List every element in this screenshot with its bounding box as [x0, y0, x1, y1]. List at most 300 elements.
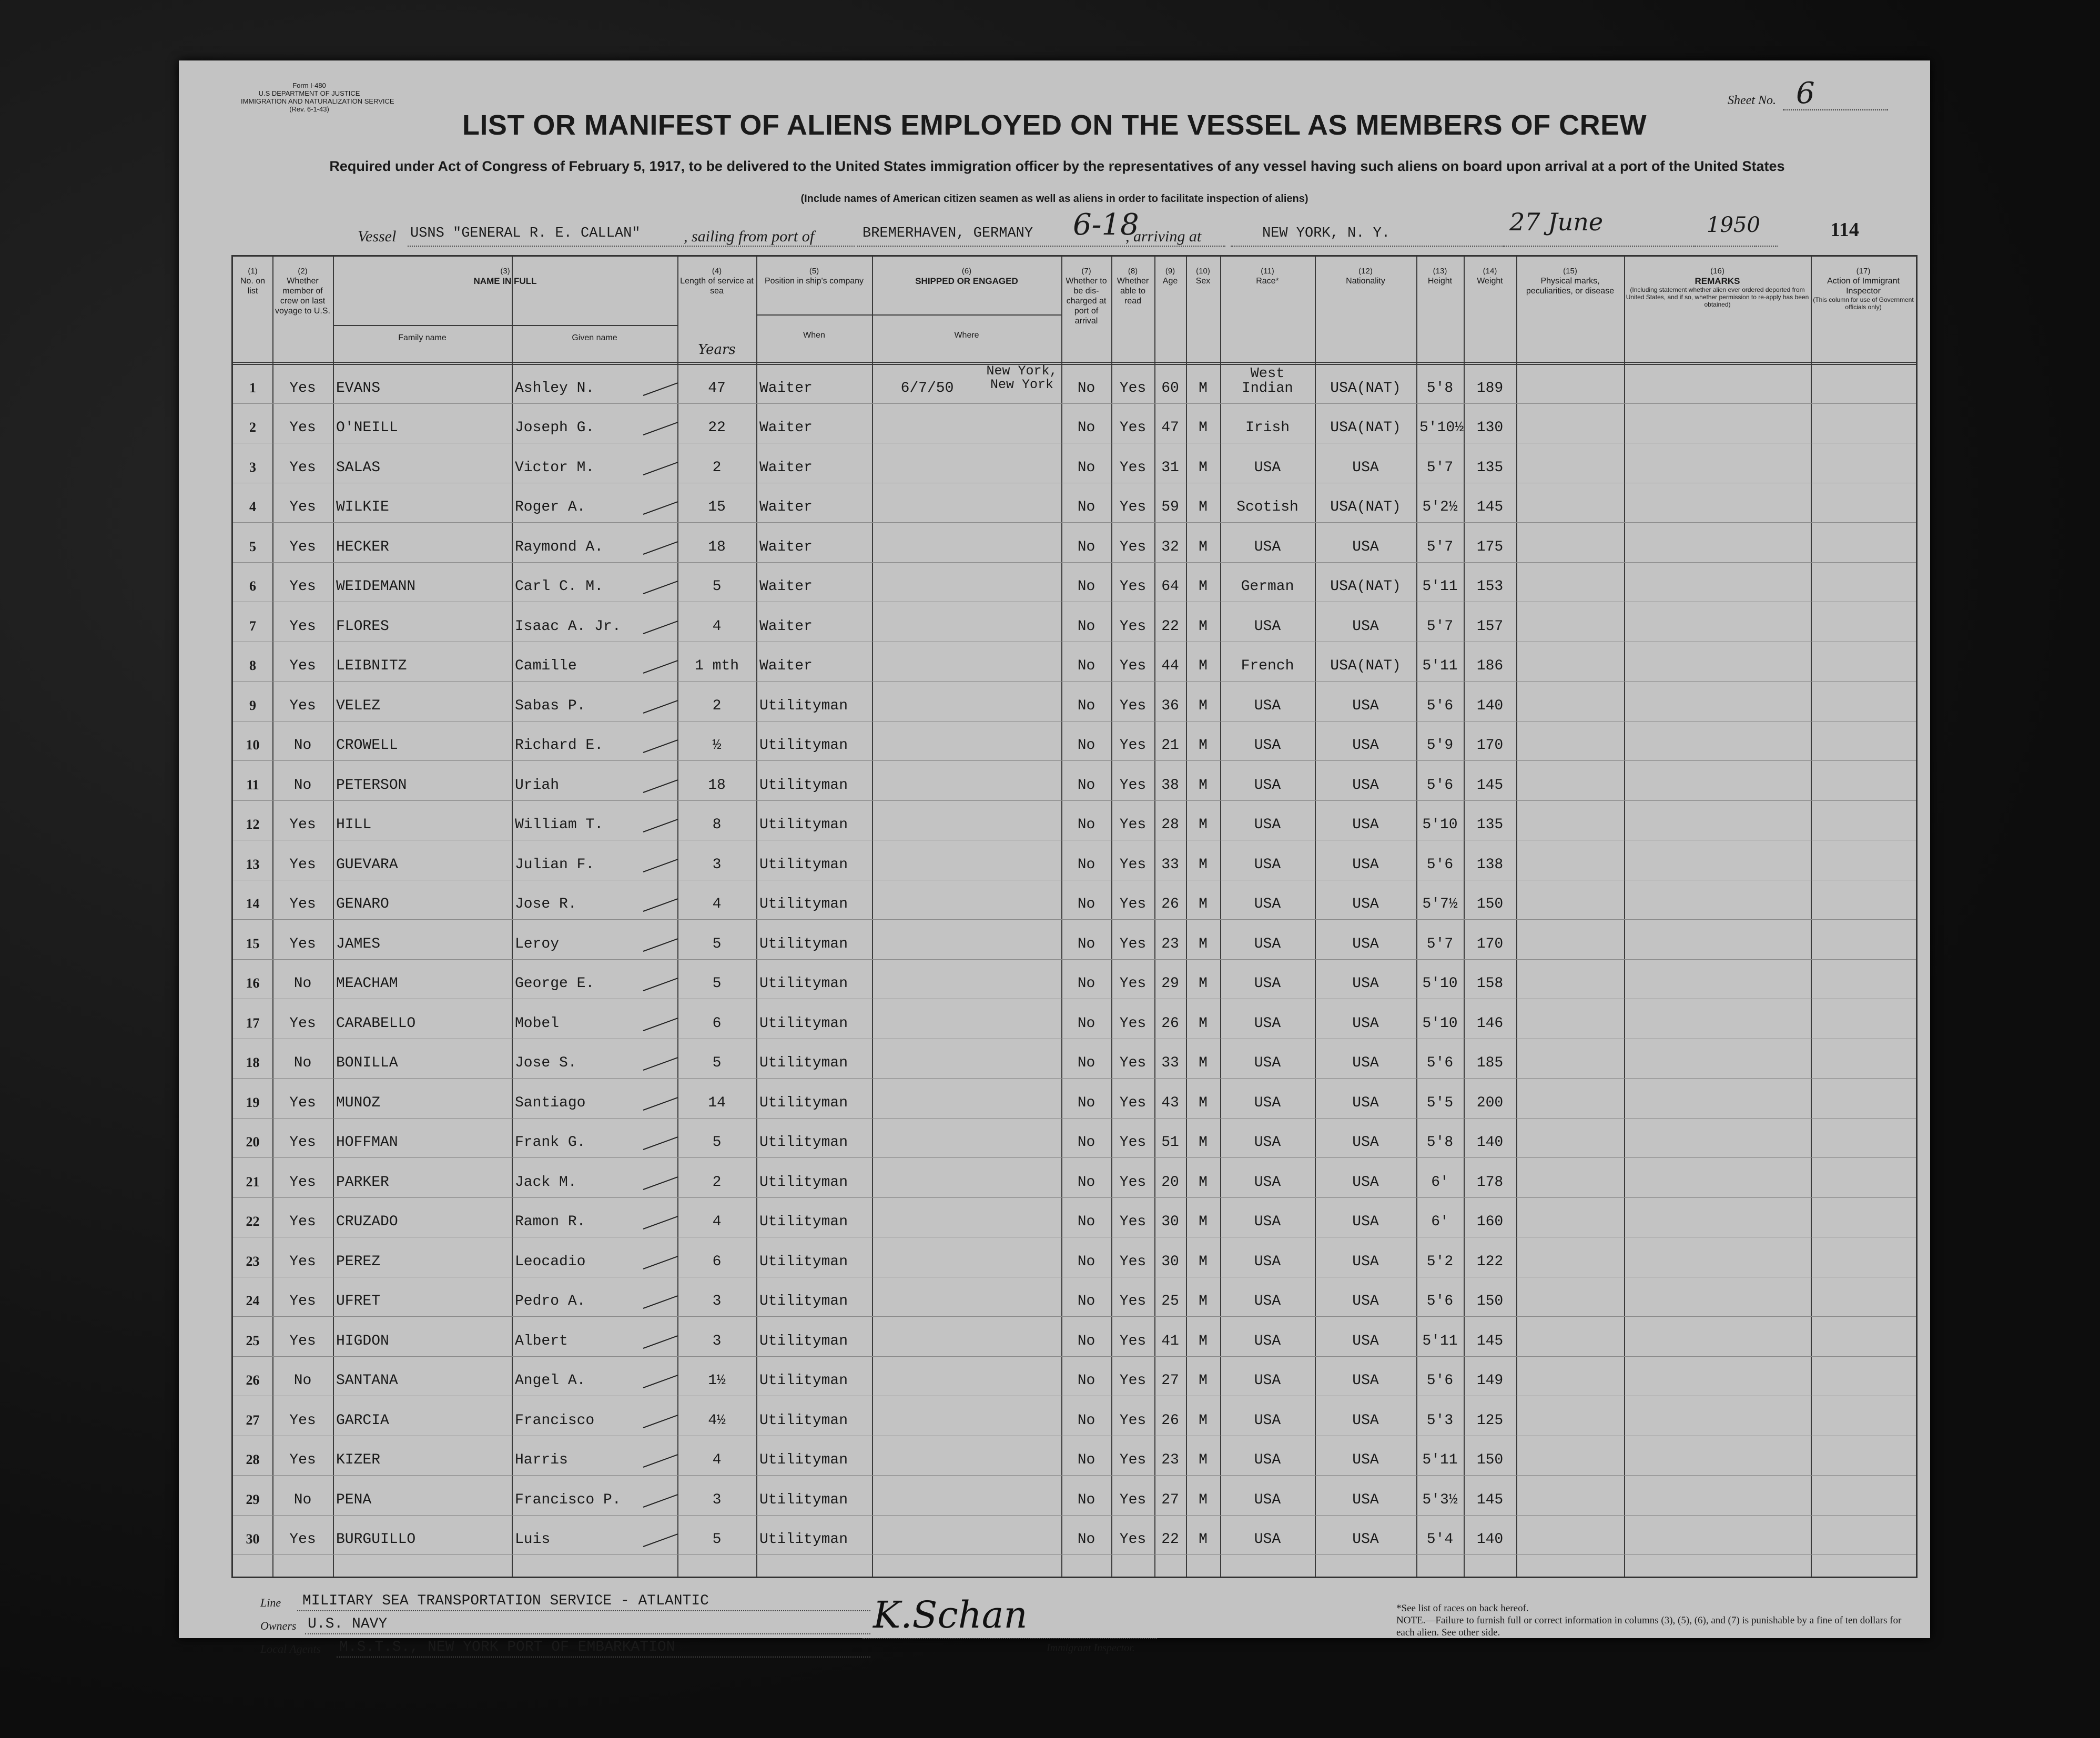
cell-crew-last-voyage: Yes [289, 1214, 316, 1230]
line-value: MILITARY SEA TRANSPORTATION SERVICE - ATLANTIC [302, 1593, 709, 1609]
table-row [233, 643, 1916, 683]
arriving-label: , arriving at [1125, 228, 1202, 245]
line-underline [297, 1610, 870, 1611]
row-rule [233, 1356, 1916, 1357]
cell-weight: 135 [1476, 817, 1504, 833]
cell-crew-last-voyage: No [293, 1491, 312, 1508]
cell-crew-last-voyage: Yes [289, 1452, 316, 1468]
header-c6-label: SHIPPED OR ENGAGED [915, 276, 1018, 286]
cell-given-name: Richard E. [515, 737, 604, 754]
cell-crew-last-voyage: Yes [289, 817, 316, 833]
cell-discharge-at-arrival: No [1077, 1333, 1095, 1349]
header-c5-label: Position in ship's company [764, 277, 864, 286]
cell-race: USA [1254, 1134, 1281, 1151]
table-row [233, 603, 1916, 643]
cell-discharge-at-arrival: No [1077, 817, 1095, 833]
cell-discharge-at-arrival: No [1077, 578, 1095, 595]
cell-length-of-service: 2 [712, 697, 722, 714]
form-number: Form I-480 [292, 82, 326, 89]
cell-length-of-service: 5 [712, 578, 722, 595]
cell-given-name: Isaac A. Jr. [515, 618, 621, 635]
header-c11-label: Race* [1256, 277, 1279, 286]
cell-race: West Indian [1242, 366, 1293, 397]
cell-race: USA [1254, 1094, 1281, 1111]
penalty-note: NOTE.—Failure to furnish full or correct information in columns (3), (5), (6), and (7) is punishable by a fine of ten dollars for each alien. See other side. [1396, 1615, 1902, 1638]
cell-row-number: 13 [246, 856, 260, 872]
cell-height: 5'10 [1422, 975, 1458, 992]
cell-crew-last-voyage: No [293, 737, 312, 754]
cell-sex: M [1199, 1491, 1208, 1508]
cell-age: 32 [1161, 538, 1179, 555]
footnotes [1396, 1602, 1917, 1639]
cell-sex: M [1199, 1094, 1208, 1111]
cell-position: Utilityman [759, 1531, 848, 1548]
cell-age: 33 [1161, 856, 1179, 873]
header-c16 [1626, 266, 1809, 308]
table-row [233, 1040, 1916, 1080]
port-from: BREMERHAVEN, GERMANY [863, 226, 1033, 241]
cell-weight: 140 [1476, 1531, 1504, 1548]
cell-family-name: HECKER [336, 538, 389, 555]
cell-able-to-read: Yes [1119, 817, 1147, 833]
cell-position: Utilityman [759, 1293, 848, 1309]
cell-row-number: 18 [246, 1055, 260, 1070]
cell-discharge-at-arrival: No [1077, 380, 1095, 397]
cell-family-name: MEACHAM [336, 975, 398, 992]
cell-sex: M [1199, 658, 1208, 674]
cell-given-name: Victor M. [515, 459, 595, 476]
cell-height: 5'6 [1426, 1293, 1454, 1309]
cell-discharge-at-arrival: No [1077, 1134, 1095, 1151]
header-c9-num: (9) [1165, 267, 1175, 276]
cell-weight: 175 [1476, 538, 1504, 555]
cell-sex: M [1199, 1055, 1208, 1071]
owners-label: Owners [260, 1619, 297, 1632]
cell-sex: M [1199, 420, 1208, 436]
cell-given-name: Ramon R. [515, 1214, 586, 1230]
cell-weight: 178 [1476, 1174, 1504, 1191]
header-c4-label: Length of service at sea [680, 277, 754, 296]
cell-age: 60 [1161, 380, 1179, 397]
manifest-sheet [179, 60, 1930, 1655]
header-service-unit: Years [698, 342, 736, 358]
cell-sex: M [1199, 1015, 1208, 1032]
sailing-label: , sailing from port of [684, 228, 815, 245]
cell-sex: M [1199, 459, 1208, 476]
cell-crew-last-voyage: Yes [289, 1412, 316, 1429]
cell-sex: M [1199, 697, 1208, 714]
table-row [233, 1198, 1916, 1238]
cell-race: USA [1254, 1174, 1281, 1191]
table-row [233, 1238, 1916, 1278]
cell-height: 5'6 [1426, 1055, 1454, 1071]
row-rule [233, 1515, 1916, 1516]
cell-length-of-service: 4 [712, 1214, 722, 1230]
row-rule [233, 1554, 1916, 1555]
cell-age: 23 [1161, 936, 1179, 952]
cell-nationality: USA [1352, 1333, 1379, 1349]
cell-nationality: USA [1352, 1373, 1379, 1389]
header-c16-sub: (Including statement whether alien ever ordered deported from United States, and if so, whether permission to re-apply has been obtained) [1626, 286, 1809, 308]
cell-race: USA [1254, 1293, 1281, 1309]
cell-weight: 135 [1476, 459, 1504, 476]
cell-position: Utilityman [759, 1491, 848, 1508]
header-c10-label: Sex [1195, 277, 1211, 286]
cell-discharge-at-arrival: No [1077, 658, 1095, 674]
cell-length-of-service: 8 [712, 817, 722, 833]
cell-height: 5'7 [1426, 459, 1454, 476]
cell-weight: 130 [1476, 420, 1504, 436]
cell-family-name: WEIDEMANN [336, 578, 416, 595]
arrival-year: 1950 [1707, 213, 1760, 237]
cell-age: 59 [1161, 499, 1179, 515]
cell-sex: M [1199, 1531, 1208, 1548]
table-row [233, 1158, 1916, 1198]
table-row [233, 1079, 1916, 1119]
cell-sex: M [1199, 856, 1208, 873]
cell-height: 5'2 [1426, 1253, 1454, 1270]
cell-race: USA [1254, 697, 1281, 714]
signature-underline [863, 1638, 1157, 1639]
cell-weight: 138 [1476, 856, 1504, 873]
cell-sex: M [1199, 1452, 1208, 1468]
table-row [233, 881, 1916, 921]
cell-height: 5'6 [1426, 697, 1454, 714]
cell-race: USA [1254, 896, 1281, 912]
cell-given-name: Jack M. [515, 1174, 577, 1191]
table-row [233, 801, 1916, 841]
cell-nationality: USA [1352, 618, 1379, 635]
cell-crew-last-voyage: No [293, 1373, 312, 1389]
header-c1-num: (1) [248, 267, 258, 276]
table-row [233, 1357, 1916, 1397]
header-c12-label: Nationality [1346, 277, 1385, 286]
cell-able-to-read: Yes [1119, 1015, 1147, 1032]
cell-height: 5'8 [1426, 380, 1454, 397]
cell-family-name: HIGDON [336, 1333, 389, 1349]
header-c6-num: (6) [961, 267, 972, 276]
cell-weight: 145 [1476, 1491, 1504, 1508]
cell-discharge-at-arrival: No [1077, 1174, 1095, 1191]
cell-weight: 146 [1476, 1015, 1504, 1032]
cell-sex: M [1199, 1293, 1208, 1309]
cell-nationality: USA [1352, 1253, 1379, 1270]
cell-weight: 140 [1476, 1134, 1504, 1151]
header-shipped-when: When [803, 331, 825, 340]
table-row [233, 444, 1916, 484]
row-rule [233, 1078, 1916, 1079]
row-rule [233, 1475, 1916, 1476]
header-c4-num: (4) [712, 267, 722, 276]
table-row [233, 1516, 1916, 1556]
cell-row-number: 15 [246, 936, 260, 951]
cell-family-name: GENARO [336, 896, 389, 912]
cell-able-to-read: Yes [1119, 658, 1147, 674]
header-family-name: Family name [398, 333, 447, 342]
cell-weight: 186 [1476, 658, 1504, 674]
cell-row-number: 21 [246, 1174, 260, 1190]
cell-position: Utilityman [759, 1333, 848, 1349]
cell-age: 51 [1161, 1134, 1179, 1151]
header-c2 [274, 266, 331, 316]
cell-length-of-service: 5 [712, 1134, 722, 1151]
cell-row-number: 25 [246, 1333, 260, 1348]
cell-crew-last-voyage: Yes [289, 697, 316, 714]
cell-family-name: O'NEILL [336, 420, 398, 436]
cell-height: 5'10 [1422, 1015, 1458, 1032]
cell-crew-last-voyage: Yes [289, 1134, 316, 1151]
header-c4 [679, 266, 755, 296]
row-rule [233, 800, 1916, 801]
cell-discharge-at-arrival: No [1077, 1293, 1095, 1309]
cell-race: USA [1254, 1452, 1281, 1468]
cell-race: Scotish [1236, 499, 1298, 515]
cell-row-number: 12 [246, 817, 260, 832]
cell-nationality: USA(NAT) [1330, 658, 1401, 674]
cell-height: 5'4 [1426, 1531, 1454, 1548]
cell-able-to-read: Yes [1119, 420, 1147, 436]
cell-sex: M [1199, 578, 1208, 595]
header-c13-label: Height [1427, 277, 1453, 286]
cell-weight: 157 [1476, 618, 1504, 635]
cell-row-number: 27 [246, 1412, 260, 1428]
cell-able-to-read: Yes [1119, 697, 1147, 714]
shipped-subheader-rule [756, 314, 1061, 316]
header-rule [233, 362, 1916, 363]
cell-length-of-service: 2 [712, 1174, 722, 1191]
cell-given-name: Sabas P. [515, 697, 586, 714]
cell-family-name: PENA [336, 1491, 372, 1508]
page-subtitle: Required under Act of Congress of February 5, 1917, to be delivered to the United States immigration officer by the representatives of any vessel having such aliens on board upon arrival at a port of the United States [329, 158, 1785, 174]
cell-family-name: FLORES [336, 618, 389, 635]
cell-race: USA [1254, 817, 1281, 833]
cell-position: Waiter [759, 578, 813, 595]
cell-family-name: EVANS [336, 380, 381, 397]
cell-able-to-read: Yes [1119, 1491, 1147, 1508]
cell-length-of-service: 5 [712, 936, 722, 952]
cell-height: 6' [1431, 1214, 1449, 1230]
cell-race: USA [1254, 777, 1281, 794]
cell-row-number: 1 [249, 380, 256, 395]
cell-row-number: 14 [246, 896, 260, 911]
cell-age: 36 [1161, 697, 1179, 714]
cell-given-name: Julian F. [515, 856, 595, 873]
cell-nationality: USA [1352, 538, 1379, 555]
local-agents-underline [337, 1656, 870, 1658]
cell-height: 5'8 [1426, 1134, 1454, 1151]
header-c16-num: (16) [1710, 267, 1724, 276]
cell-row-number: 20 [246, 1134, 260, 1150]
cell-row-number: 7 [249, 618, 256, 634]
cell-nationality: USA [1352, 1055, 1379, 1071]
cell-nationality: USA [1352, 1174, 1379, 1191]
cell-length-of-service: 3 [712, 1333, 722, 1349]
row-rule [233, 1197, 1916, 1198]
cell-length-of-service: 1 mth [694, 658, 739, 674]
cell-length-of-service: 3 [712, 856, 722, 873]
cell-position: Utilityman [759, 1412, 848, 1429]
cell-length-of-service: 3 [712, 1491, 722, 1508]
cell-age: 47 [1161, 420, 1179, 436]
cell-age: 22 [1161, 1531, 1179, 1548]
header-c1 [235, 266, 271, 296]
header-c3 [334, 266, 676, 286]
cell-nationality: USA [1352, 1452, 1379, 1468]
header-c7 [1063, 266, 1110, 326]
cell-length-of-service: 4 [712, 618, 722, 635]
header-c11 [1222, 266, 1313, 286]
cell-position: Utilityman [759, 1094, 848, 1111]
cell-family-name: HOFFMAN [336, 1134, 398, 1151]
cell-race: USA [1254, 1491, 1281, 1508]
header-shipped-where: Where [954, 331, 979, 340]
cell-family-name: SANTANA [336, 1373, 398, 1389]
cell-given-name: Francisco [515, 1412, 595, 1429]
cell-position: Utilityman [759, 896, 848, 912]
cell-crew-last-voyage: Yes [289, 856, 316, 873]
cell-given-name: Francisco P. [515, 1491, 621, 1508]
cell-discharge-at-arrival: No [1077, 1491, 1095, 1508]
cell-able-to-read: Yes [1119, 578, 1147, 595]
cell-able-to-read: Yes [1119, 618, 1147, 635]
cell-sex: M [1199, 1174, 1208, 1191]
cell-sex: M [1199, 618, 1208, 635]
header-c6 [874, 266, 1060, 286]
table-row [233, 484, 1916, 524]
cell-able-to-read: Yes [1119, 1531, 1147, 1548]
cell-position: Waiter [759, 380, 813, 397]
cell-sex: M [1199, 936, 1208, 952]
cell-row-number: 26 [246, 1373, 260, 1388]
row-rule [233, 959, 1916, 960]
page-stamp-number: 114 [1830, 219, 1859, 241]
cell-position: Waiter [759, 499, 813, 515]
cell-height: 5'10½ [1419, 420, 1464, 436]
header-c14 [1465, 266, 1515, 286]
cell-able-to-read: Yes [1119, 1094, 1147, 1111]
cell-weight: 189 [1476, 380, 1504, 397]
table-row [233, 920, 1916, 960]
cell-race: USA [1254, 618, 1281, 635]
cell-given-name: Leroy [515, 936, 560, 952]
header-c15-label: Physical marks, peculiarities, or disease [1526, 277, 1615, 296]
cell-length-of-service: 5 [712, 1531, 722, 1548]
cell-height: 5'11 [1422, 658, 1458, 674]
cell-nationality: USA [1352, 1134, 1379, 1151]
table-row [233, 563, 1916, 603]
cell-weight: 149 [1476, 1373, 1504, 1389]
cell-length-of-service: 4½ [708, 1412, 726, 1429]
cell-weight: 150 [1476, 1293, 1504, 1309]
header-c7-label: Whether to be dis-charged at port of arrival [1066, 277, 1107, 326]
cell-length-of-service: 4 [712, 1452, 722, 1468]
cell-height: 5'6 [1426, 856, 1454, 873]
cell-height: 5'7 [1426, 618, 1454, 635]
cell-position: Waiter [759, 538, 813, 555]
cell-sex: M [1199, 1333, 1208, 1349]
cell-weight: 158 [1476, 975, 1504, 992]
cell-able-to-read: Yes [1119, 975, 1147, 992]
cell-family-name: BONILLA [336, 1055, 398, 1071]
cell-discharge-at-arrival: No [1077, 618, 1095, 635]
cell-able-to-read: Yes [1119, 856, 1147, 873]
cell-weight: 153 [1476, 578, 1504, 595]
header-c2-label: Whether member of crew on last voyage to U.S. [275, 277, 330, 316]
cell-height: 5'11 [1422, 578, 1458, 595]
header-c17-sub: (This column for use of Government officials only) [1813, 296, 1914, 311]
cell-position: Utilityman [759, 737, 848, 754]
cell-family-name: CRUZADO [336, 1214, 398, 1230]
cell-race: USA [1254, 856, 1281, 873]
cell-able-to-read: Yes [1119, 1055, 1147, 1071]
table-row [233, 364, 1916, 404]
arrival-day-handwritten: 27 June [1509, 208, 1604, 236]
cell-height: 5'2½ [1422, 499, 1458, 515]
cell-length-of-service: 1½ [708, 1373, 726, 1389]
cell-able-to-read: Yes [1119, 936, 1147, 952]
row-rule [233, 1316, 1916, 1317]
cell-height: 5'3 [1426, 1412, 1454, 1429]
header-c5-num: (5) [809, 267, 819, 276]
cell-family-name: BURGUILLO [336, 1531, 416, 1548]
cell-row-number: 16 [246, 975, 260, 991]
header-c10 [1188, 266, 1219, 286]
cell-nationality: USA [1352, 936, 1379, 952]
cell-nationality: USA [1352, 1531, 1379, 1548]
cell-race: USA [1254, 1015, 1281, 1032]
cell-shipped-when: 6/7/50 [900, 380, 954, 397]
cell-row-number: 5 [249, 538, 256, 554]
cell-age: 38 [1161, 777, 1179, 794]
cell-position: Waiter [759, 658, 813, 674]
vessel-name: USNS "GENERAL R. E. CALLAN" [410, 226, 641, 241]
cell-height: 5'11 [1422, 1333, 1458, 1349]
header-c15-num: (15) [1563, 267, 1577, 276]
cell-crew-last-voyage: Yes [289, 936, 316, 952]
cell-race: French [1241, 658, 1294, 674]
cell-discharge-at-arrival: No [1077, 936, 1095, 952]
cell-nationality: USA [1352, 1491, 1379, 1508]
cell-age: 64 [1161, 578, 1179, 595]
cell-row-number: 2 [249, 420, 256, 435]
race-footnote: *See list of races on back hereof. [1396, 1603, 1529, 1614]
cell-crew-last-voyage: Yes [289, 658, 316, 674]
header-c17 [1812, 266, 1914, 311]
cell-row-number: 22 [246, 1214, 260, 1229]
cell-family-name: UFRET [336, 1293, 381, 1309]
cell-age: 33 [1161, 1055, 1179, 1071]
cell-crew-last-voyage: No [293, 777, 312, 794]
cell-race: USA [1254, 1412, 1281, 1429]
header-c15 [1518, 266, 1622, 296]
cell-sex: M [1199, 538, 1208, 555]
cell-sex: M [1199, 777, 1208, 794]
cell-given-name: Leocadio [515, 1253, 586, 1270]
cell-height: 6' [1431, 1174, 1449, 1191]
cell-race: USA [1254, 975, 1281, 992]
cell-family-name: SALAS [336, 459, 381, 476]
header-c9-label: Age [1162, 277, 1178, 286]
cell-height: 5'6 [1426, 777, 1454, 794]
cell-length-of-service: 47 [708, 380, 726, 397]
form-identifier [241, 82, 394, 113]
table-row [233, 1476, 1916, 1516]
form-revision: (Rev. 6-1-43) [289, 105, 329, 113]
local-agents-value: M.S.T.S., NEW YORK PORT OF EMBARKATION [339, 1639, 675, 1655]
cell-position: Utilityman [759, 1214, 848, 1230]
cell-family-name: JAMES [336, 936, 381, 952]
header-c14-label: Weight [1477, 277, 1503, 286]
